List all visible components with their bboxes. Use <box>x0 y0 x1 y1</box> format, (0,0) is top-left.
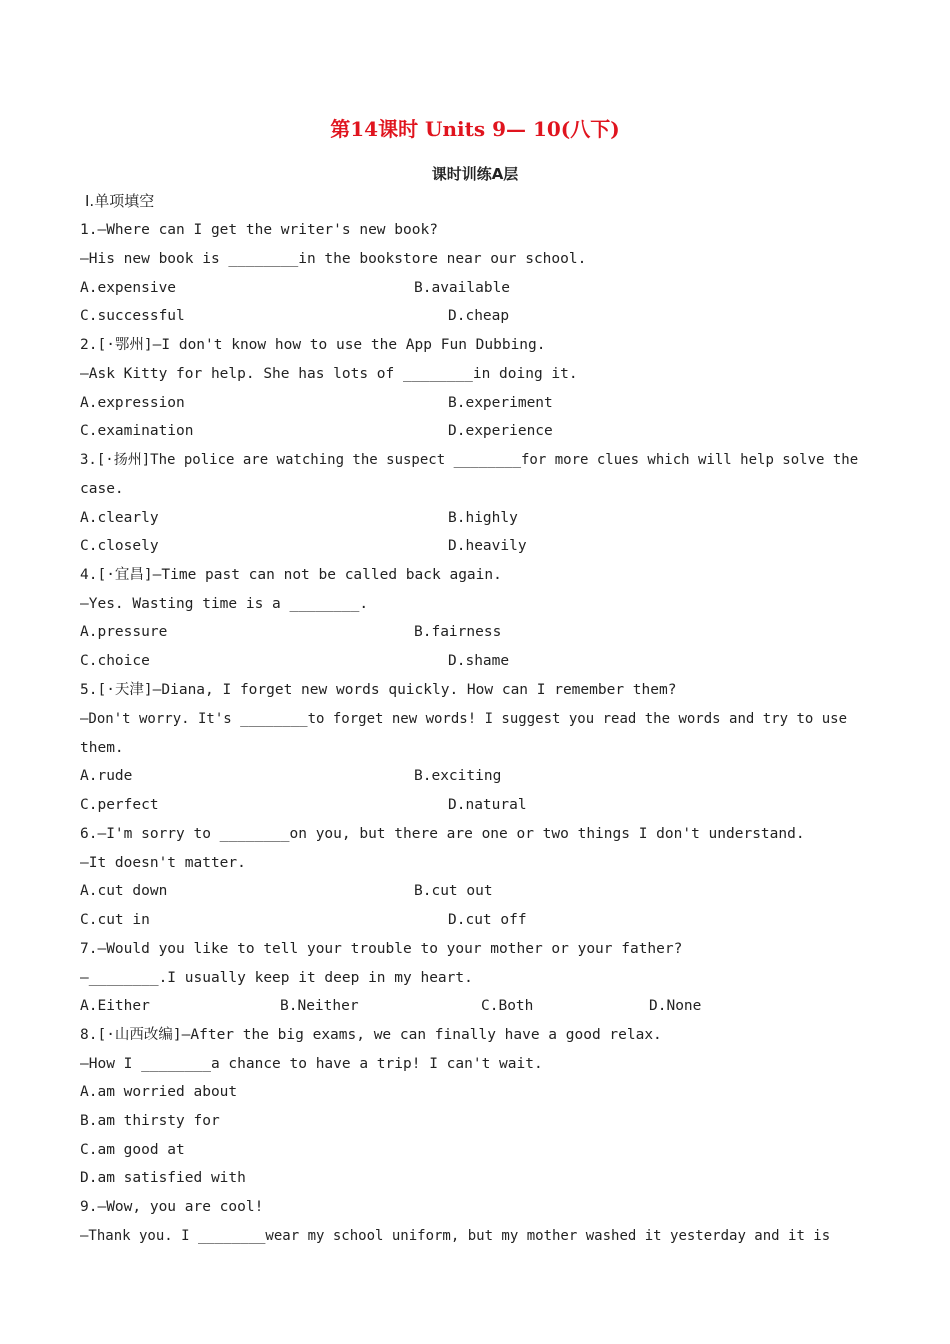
question-3-option-b: B.highly <box>448 510 518 526</box>
section-subtitle: 课时训练A层 <box>431 165 519 183</box>
question-1-option-b: B.available <box>414 280 511 296</box>
question-4-option-b: B.fairness <box>414 624 502 640</box>
question-5-option-d: D.natural <box>448 797 527 813</box>
question-3-option-d: D.heavily <box>448 538 527 554</box>
question-8-reply: —How I ________a chance to have a trip! I can't wait. <box>80 1056 543 1072</box>
question-7-reply: —________.I usually keep it deep in my heart. <box>80 970 473 986</box>
question-6-option-b: B.cut out <box>414 883 493 899</box>
question-1-option-d: D.cheap <box>448 308 510 324</box>
question-7-option-d: D.None <box>649 998 702 1014</box>
question-9-stem: 9.—Wow, you are cool! <box>80 1199 264 1215</box>
question-8-option-a: A.am worried about <box>80 1084 238 1100</box>
question-3-option-c: C.closely <box>80 538 159 554</box>
question-4-option-d: D.shame <box>448 653 510 669</box>
question-3-stem: 3.[·扬州]The police are watching the suspect ________for more clues which will help solve the <box>80 452 859 468</box>
question-8-stem: 8.[·山西改编]—After the big exams, we can finally have a good relax. <box>80 1027 662 1043</box>
question-2-option-c: C.examination <box>80 423 194 439</box>
question-3-option-a: A.clearly <box>80 510 159 526</box>
question-2-option-b: B.experiment <box>448 395 553 411</box>
question-6-reply: —It doesn't matter. <box>80 855 246 871</box>
question-6-option-a: A.cut down <box>80 883 168 899</box>
question-8-option-d: D.am satisfied with <box>80 1170 246 1186</box>
question-2-stem: 2.[·鄂州]—I don't know how to use the App Fun Dubbing. <box>80 337 546 353</box>
question-5-option-c: C.perfect <box>80 797 159 813</box>
question-4-stem: 4.[·宜昌]—Time past can not be called back again. <box>80 567 502 583</box>
question-8-option-c: C.am good at <box>80 1142 185 1158</box>
question-2-option-d: D.experience <box>448 423 553 439</box>
section-heading: Ⅰ.单项填空 <box>85 192 155 210</box>
question-5-stem: 5.[·天津]—Diana, I forget new words quickly. How can I remember them? <box>80 682 677 698</box>
question-2-reply: —Ask Kitty for help. She has lots of ________in doing it. <box>80 366 578 382</box>
question-7-option-c: C.Both <box>481 998 534 1014</box>
question-1-option-c: C.successful <box>80 308 185 324</box>
question-9-reply: —Thank you. I ________wear my school uniform, but my mother washed it yesterday and it is <box>80 1228 831 1244</box>
question-5-reply-cont: them. <box>80 740 124 756</box>
question-1-reply: —His new book is ________in the bookstore near our school. <box>80 251 587 267</box>
question-6-stem: 6.—I'm sorry to ________on you, but there are one or two things I don't understand. <box>80 826 805 842</box>
question-6-option-c: C.cut in <box>80 912 150 928</box>
question-4-option-c: C.choice <box>80 653 150 669</box>
question-2-option-a: A.expression <box>80 395 185 411</box>
question-8-option-b: B.am thirsty for <box>80 1113 220 1129</box>
question-5-option-a: A.rude <box>80 768 133 784</box>
question-4-option-a: A.pressure <box>80 624 168 640</box>
question-5-option-b: B.exciting <box>414 768 502 784</box>
question-1-option-a: A.expensive <box>80 280 177 296</box>
question-5-reply: —Don't worry. It's ________to forget new words! I suggest you read the words and try to use <box>80 711 848 727</box>
question-4-reply: —Yes. Wasting time is a ________. <box>80 596 369 612</box>
question-7-option-b: B.Neither <box>280 998 359 1014</box>
page-title: 第14课时 Units 9— 10(八下) <box>330 117 620 141</box>
question-3-stem-cont: case. <box>80 481 124 497</box>
question-6-option-d: D.cut off <box>448 912 527 928</box>
question-7-option-a: A.Either <box>80 998 150 1014</box>
question-1-stem: 1.—Where can I get the writer's new book? <box>80 222 438 238</box>
question-7-stem: 7.—Would you like to tell your trouble to your mother or your father? <box>80 941 683 957</box>
